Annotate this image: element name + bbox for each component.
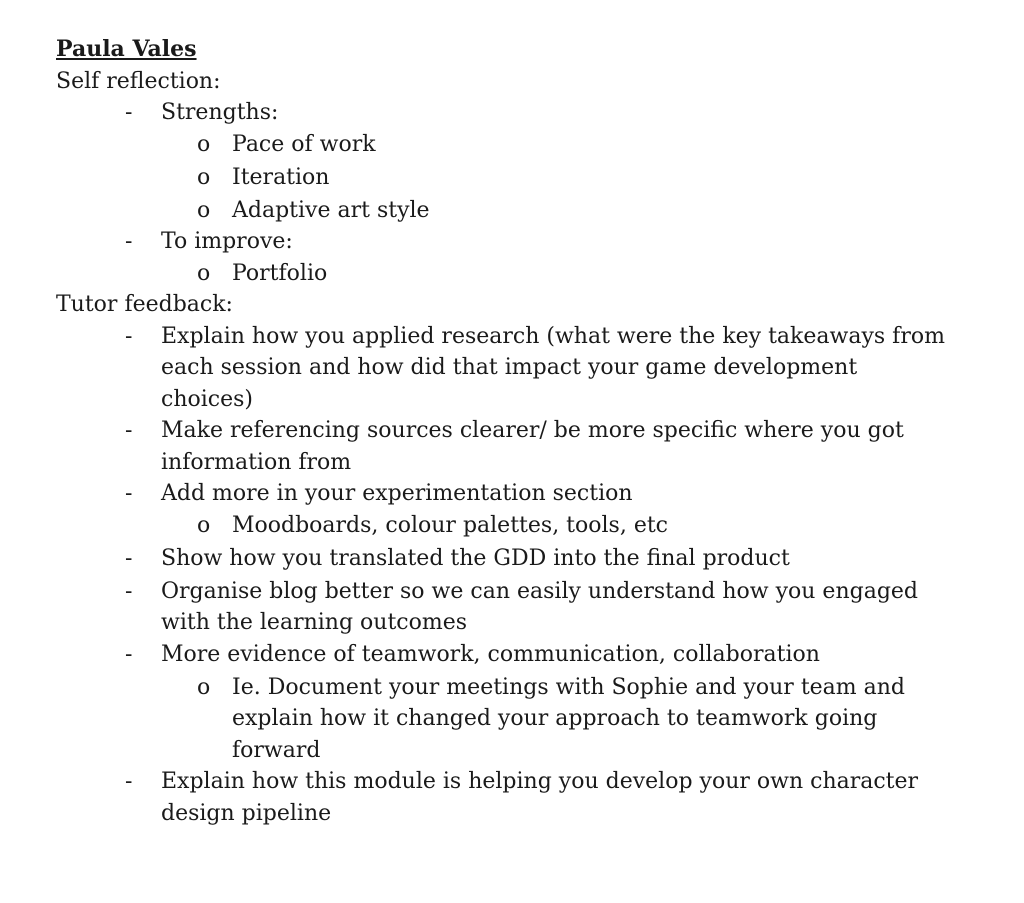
document-title: Paula Vales: [56, 36, 197, 62]
feedback-item: [56, 415, 956, 478]
circle-bullet: o: [197, 197, 211, 223]
improve-text: Portfolio: [232, 260, 328, 286]
feedback-subtext: Ie. Document your meetings with Sophie and your team and explain how it changed your approach to teamwork going forward: [232, 674, 906, 763]
dash-bullet: -: [125, 323, 133, 349]
list-item-strength: [56, 195, 956, 227]
feedback-item: [56, 478, 956, 510]
feedback-item: [56, 576, 956, 639]
dash-bullet: -: [125, 481, 133, 506]
circle-bullet: o: [197, 131, 211, 157]
dash-bullet: -: [125, 418, 133, 443]
feedback-item: [56, 321, 956, 416]
strength-text: Adaptive art style: [232, 197, 430, 223]
feedback-item: [56, 543, 956, 575]
feedback-text: More evidence of teamwork, communication, collaboration: [161, 641, 820, 667]
circle-bullet: o: [197, 674, 211, 700]
dash-bullet: -: [125, 641, 133, 667]
feedback-text: Organise blog better so we can easily understand how you engaged with the learning outcomes: [161, 578, 919, 635]
strength-text: Pace of work: [232, 131, 376, 157]
tutor-feedback-heading: Tutor feedback:: [56, 292, 233, 317]
dash-bullet: -: [125, 100, 133, 125]
list-item-strength: [56, 129, 956, 161]
document-page: [56, 34, 956, 829]
self-reflection-heading: Self reflection:: [56, 68, 221, 94]
feedback-text: Explain how you applied research (what were the key takeaways from each session and how did that impact your game development choices): [161, 323, 945, 412]
dash-bullet: -: [125, 578, 133, 604]
list-item-strengths: [56, 97, 956, 129]
list-item-strength: [56, 162, 956, 194]
feedback-text: Add more in your experimentation section: [161, 481, 633, 506]
strength-text: Iteration: [232, 164, 330, 190]
circle-bullet: o: [197, 164, 211, 190]
dash-bullet: -: [125, 769, 133, 794]
to-improve-label: To improve:: [161, 229, 293, 254]
circle-bullet: o: [197, 260, 211, 286]
list-item-to-improve: [56, 226, 956, 258]
feedback-subtext: Moodboards, colour palettes, tools, etc: [232, 512, 669, 538]
feedback-item: [56, 639, 956, 671]
feedback-text: Make referencing sources clearer/ be more specific where you got information from: [161, 418, 904, 475]
circle-bullet: o: [197, 512, 211, 538]
feedback-text: Show how you translated the GDD into the final product: [161, 545, 790, 571]
strengths-label: Strengths:: [161, 100, 279, 125]
dash-bullet: -: [125, 545, 133, 571]
feedback-subitem: [56, 672, 956, 767]
feedback-subitem: [56, 510, 956, 542]
feedback-item: [56, 766, 956, 829]
list-item-improve: [56, 258, 956, 290]
dash-bullet: -: [125, 229, 133, 254]
feedback-text: Explain how this module is helping you develop your own character design pipeline: [161, 769, 919, 826]
